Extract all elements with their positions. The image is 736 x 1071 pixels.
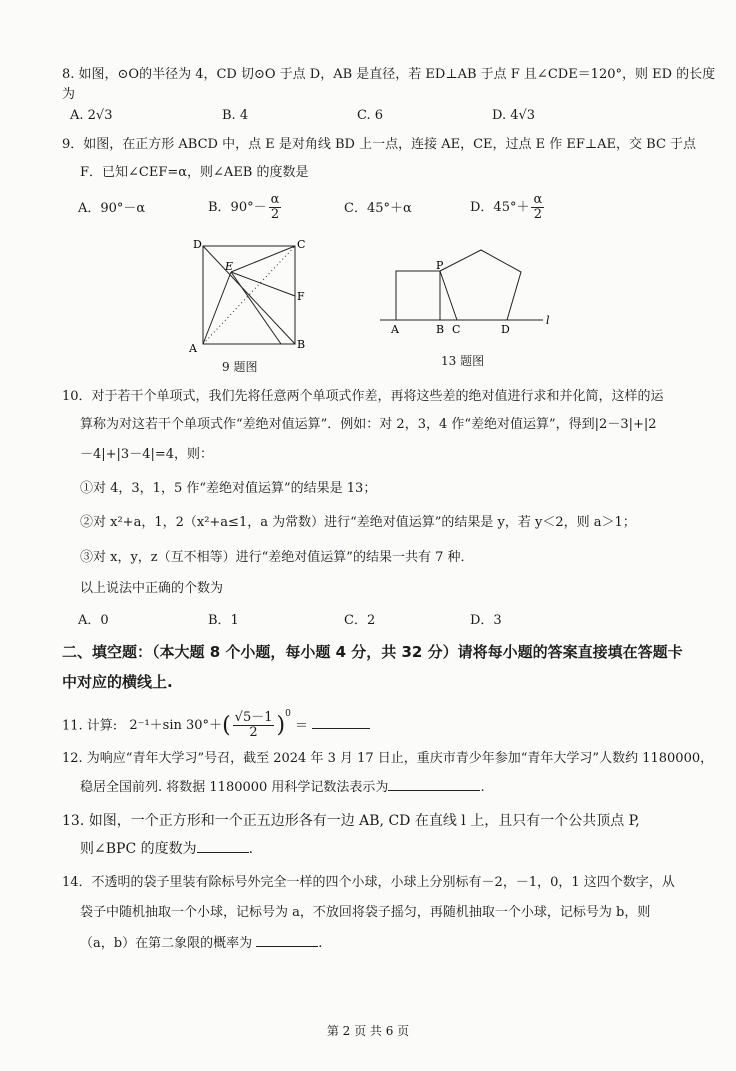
q10-option-c: C．2 — [344, 613, 376, 628]
q10-line3: －4|+|3－4|=4，则： — [80, 447, 214, 462]
figure-9-caption: 9 题图 — [222, 360, 258, 374]
q13-answer-blank[interactable] — [197, 840, 249, 853]
label-a: A — [391, 323, 399, 336]
q9-option-d-denominator: 2 — [533, 207, 542, 222]
q9-option-d-numerator: α — [533, 192, 543, 207]
q11-equals: ＝ — [294, 718, 308, 734]
q13-line2-text: 则∠BPC 的度数为 — [80, 841, 197, 857]
q11 — [62, 705, 370, 739]
q12-line2-text: 稳居全国前列. 将数据 1180000 用科学记数法表示为 — [80, 780, 389, 795]
q10-line1: 10．对于若干个单项式，我们先将任意两个单项式作差，再将这些差的绝对值进行求和并化简，这样的运 — [62, 389, 664, 404]
page-footer: 第 2 页 共 6 页 — [326, 1024, 410, 1038]
q8-line1: 8. 如图，⊙O的半径为 4，CD 切⊙O 于点 D，AB 是直径，若 ED⊥AB 于点 F 且∠CDE＝120°，则 ED 的长度 — [62, 67, 716, 82]
q13-line1: 13. 如图，一个正方形和一个正五边形各有一边 AB, CD 在直线 l 上，且只有一个公共顶点 P, — [62, 813, 640, 829]
q10-item2: ②对 x²+a，1，2（x²+a≤1，a 为常数）进行“差绝对值运算”的结果是 y，若 y＜2，则 a＞1； — [80, 515, 636, 530]
q11-fraction-denominator: 2 — [249, 725, 258, 741]
q13-period: . — [248, 841, 254, 857]
q8-option-a: A. 2√3 — [70, 108, 113, 123]
q11-fraction — [233, 711, 275, 740]
q9-line2: F．已知∠CEF=α，则∠AEB 的度数是 — [80, 165, 309, 180]
q8-option-c: C. 6 — [357, 108, 384, 123]
figure-13-caption: 13 题图 — [441, 354, 485, 368]
q11-prefix: 11. 计算: — [62, 718, 118, 734]
q12-line1: 12. 为响应“青年大学习”号召，截至 2024 年 3 月 17 日止，重庆市青少年参加“青年大学习”人数约 1180000， — [62, 751, 714, 766]
q10-option-d: D．3 — [470, 613, 502, 628]
label-c: C — [297, 238, 306, 251]
q13-line2 — [80, 840, 253, 858]
label-a: A — [189, 342, 197, 354]
q10-item1: ①对 4，3，1，5 作“差绝对值运算”的结果是 13； — [80, 481, 377, 496]
label-d: D — [193, 238, 202, 251]
q9-option-b-numerator: α — [270, 192, 280, 207]
label-b: B — [297, 338, 306, 351]
q10-item3: ③对 x，y，z（互不相等）进行“差绝对值运算”的结果一共有 7 种． — [80, 550, 474, 565]
q11-right-paren: ) — [276, 712, 286, 738]
q11-exponent: 0 — [285, 709, 291, 719]
q9-option-b-fraction — [269, 193, 282, 222]
pentagon-shape — [440, 250, 521, 320]
label-l: l — [546, 314, 550, 327]
q11-expression: 2⁻¹＋sin 30°＋ — [129, 718, 223, 734]
q8-line2: 为 — [62, 87, 76, 102]
figure-9 — [185, 234, 315, 354]
q9-option-d — [470, 193, 546, 222]
q9-line1: 9．如图，在正方形 ABCD 中，点 E 是对角线 BD 上一点，连接 AE，CE，过点 E 作 EF⊥AE，交 BC 于点 — [62, 137, 697, 152]
segment-ae — [203, 272, 231, 344]
q14-period: . — [318, 936, 323, 951]
segment-ce — [231, 246, 295, 272]
label-f: F — [297, 290, 305, 303]
label-c: C — [452, 323, 461, 336]
q11-answer-blank[interactable] — [312, 716, 370, 729]
q8-option-b: B. 4 — [222, 108, 249, 123]
q10-option-b: B．1 — [208, 613, 239, 628]
q12-answer-blank[interactable] — [388, 778, 480, 791]
q8-option-d: D. 4√3 — [492, 108, 536, 123]
q10-line2: 算称为对这若干个单项式作“差绝对值运算”．例如：对 2，3，4 作“差绝对值运算”，得到|2－3|+|2 — [80, 417, 657, 432]
q14-line3 — [80, 934, 322, 953]
q14-answer-blank[interactable] — [256, 934, 318, 947]
q9-option-b — [208, 193, 283, 222]
q14-line3-text: （a，b）在第二象限的概率为 — [80, 936, 253, 951]
q14-line1: 14．不透明的袋子里装有除标号外完全一样的四个小球，小球上分别标有－2，－1，0，1 这四个数字，从 — [62, 875, 675, 890]
q9-option-b-denominator: 2 — [270, 207, 280, 222]
segment-ef — [231, 272, 295, 296]
label-p: P — [436, 259, 444, 272]
q9-option-c: C．45°＋α — [344, 201, 412, 216]
q9-option-d-fraction — [531, 193, 544, 222]
section-2-heading-line1: 二、填空题：（本大题 8 个小题，每小题 4 分，共 32 分）请将每小题的答案直接填在答题卡 — [62, 643, 683, 661]
q10-option-a: A．0 — [78, 613, 109, 628]
figure-13 — [375, 244, 555, 336]
q9-option-b-text: B．90°－ — [208, 200, 267, 215]
q11-left-paren: ( — [222, 712, 231, 738]
square-shape — [396, 271, 440, 320]
q10-line4: 以上说法中正确的个数为 — [80, 581, 224, 596]
label-d: D — [501, 323, 510, 336]
q9-option-a: A．90°－α — [78, 201, 146, 216]
q12-period: . — [480, 780, 485, 795]
q11-fraction-numerator: √5－1 — [234, 710, 273, 726]
label-e: E — [225, 260, 234, 273]
segment-e-bottom — [231, 272, 281, 344]
label-b: B — [436, 323, 445, 336]
q9-option-d-text: D．45°＋ — [470, 200, 530, 215]
q12-line2 — [80, 778, 485, 797]
q14-line2: 袋子中随机抽取一个小球，记标号为 a，不放回将袋子摇匀，再随机抽取一个小球，记标号为 b，则 — [80, 905, 651, 920]
section-2-heading-line2: 中对应的横线上. — [62, 673, 173, 691]
